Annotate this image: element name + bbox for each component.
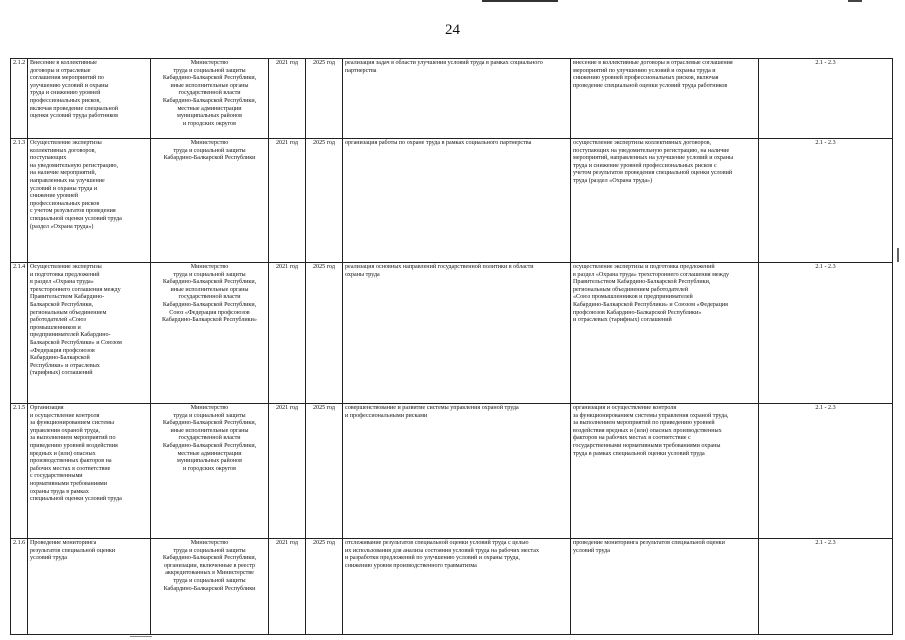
indicators-cell: 2.1 - 2.3 <box>759 263 893 404</box>
start-year-cell: 2021 год <box>269 59 306 139</box>
indicators-cell: 2.1 - 2.3 <box>759 539 893 635</box>
result-cell: реализация основных направлений государственной политики в области охраны труда <box>343 263 571 404</box>
table-row <box>11 539 893 635</box>
measure-cell: Проведение мониторинга результатов специальной оценки условий труда <box>28 539 151 635</box>
row-number: 2.1.6 <box>11 539 28 635</box>
page-number: 24 <box>445 22 460 38</box>
directions-cell: осуществление экспертизы коллективных договоров, поступающих на уведомительную регистрацию, на наличие мероприятий, направленных на улучшение условий и охраны труда и снижение уровней профессиональных рисков с учетом результатов проведения специальной оценки условий труда (раздел «Охрана труда») <box>571 139 759 263</box>
row-number: 2.1.3 <box>11 139 28 263</box>
table-row <box>11 404 893 539</box>
directions-cell: организация и осуществление контроля за функционированием системы управления охраной труда, за выполнением мероприятий по приведению уровней воздействия вредных и (или) опасных производственных факторов на рабочих местах в соответствие с государственными нормативными требованиями охраны труда в рамках специальной оценки условий труда <box>571 404 759 539</box>
end-year-cell: 2025 год <box>306 404 343 539</box>
measure-cell: Осуществление экспертизы и подготовка предложений в раздел «Охрана труда» трехстороннего соглашения между Правительством Кабардино- Балкарской Республики, региональным объединением работодателей «Союз промышленников и предпринимателей Кабардино- Балкарской Республики» и Союзом «Федерация профсоюзов Кабардино-Балкарской Республики» и отраслевых (тарифных) соглашений <box>28 263 151 404</box>
indicators-cell: 2.1 - 2.3 <box>759 139 893 263</box>
result-cell: организация работы по охране труда в рамках социального партнерства <box>343 139 571 263</box>
executor-cell: Министерство труда и социальной защиты Кабардино-Балкарской Республики <box>151 139 269 263</box>
bottom-edge-mark <box>130 636 152 637</box>
table-row <box>11 139 893 263</box>
margin-mark <box>897 248 899 262</box>
top-edge-mark-right <box>848 0 862 2</box>
executor-cell: Министерство труда и социальной защиты Кабардино-Балкарской Республики, иные исполнительные органы государственной власти Кабардино-Балкарской Республики, местные администрации муниципальных районов и городских округов <box>151 404 269 539</box>
indicators-cell: 2.1 - 2.3 <box>759 404 893 539</box>
result-cell: отслеживание результатов специальной оценки условий труда с целью их использования для анализа состояния условий труда на рабочих местах и разработки предложений по улучшению условий и охраны труда, снижению уровня производственного травматизма <box>343 539 571 635</box>
top-edge-mark <box>482 0 558 2</box>
result-cell: совершенствование и развитие системы управления охраной труда и профессиональными рисками <box>343 404 571 539</box>
executor-cell: Министерство труда и социальной защиты Кабардино-Балкарской Республики, иные исполнительные органы государственной власти Кабардино-Балкарской Республики, местные администрации муниципальных районов и городских округов <box>151 59 269 139</box>
row-number: 2.1.5 <box>11 404 28 539</box>
end-year-cell: 2025 год <box>306 59 343 139</box>
indicators-cell: 2.1 - 2.3 <box>759 59 893 139</box>
start-year-cell: 2021 год <box>269 139 306 263</box>
start-year-cell: 2021 год <box>269 539 306 635</box>
row-number: 2.1.2 <box>11 59 28 139</box>
directions-cell: внесение в коллективные договоры и отраслевые соглашения мероприятий по улучшению условий и охраны труда и снижению уровней профессиональных рисков, включая проведение специальной оценки условий труда работников <box>571 59 759 139</box>
executor-cell: Министерство труда и социальной защиты Кабардино-Балкарской Республики, иные исполнительные органы государственной власти Кабардино-Балкарской Республики, Союз «Федерация профсоюзов Кабардино-Балкарской Республики» <box>151 263 269 404</box>
measure-cell: Внесение в коллективные договоры и отраслевые соглашения мероприятий по улучшению условий и охраны труда и снижению уровней профессиональных рисков, включая проведение специальной оценки условий труда работников <box>28 59 151 139</box>
table-row <box>11 59 893 139</box>
end-year-cell: 2025 год <box>306 263 343 404</box>
table-row <box>11 263 893 404</box>
row-number: 2.1.4 <box>11 263 28 404</box>
measure-cell: Осуществление экспертизы коллективных договоров, поступающих на уведомительную регистрацию, на наличие мероприятий, направленных на улучшение условий и охраны труда и снижение уровней профессиональных рисков с учетом результатов проведения специальной оценки условий труда (раздел «Охрана труда») <box>28 139 151 263</box>
measure-cell: Организация и осуществление контроля за функционированием системы управления охраной труда, за выполнением мероприятий по приведению уровней воздействия вредных и (или) опасных производственных факторов на рабочих местах в соответствие с государственными нормативными требованиями охраны труда в рамках специальной оценки условий труда <box>28 404 151 539</box>
result-cell: реализация задач в области улучшения условий труда в рамках социального партнерства <box>343 59 571 139</box>
measures-table <box>10 58 893 635</box>
start-year-cell: 2021 год <box>269 263 306 404</box>
executor-cell: Министерство труда и социальной защиты Кабардино-Балкарской Республики, организации, включенные в реестр аккредитованных в Министерстве труда и социальной защиты Кабардино-Балкарской Республики <box>151 539 269 635</box>
start-year-cell: 2021 год <box>269 404 306 539</box>
directions-cell: осуществление экспертизы и подготовка предложений в раздел «Охрана труда» трехстороннего соглашения между Правительством Кабардино-Балкарской Республики, региональным объединением работодателей «Союз промышленников и предпринимателей Кабардино-Балкарской Республики» и Союзом «Федерация профсоюзов Кабардино-Балкарской Республики» и отраслевых (тарифных) соглашений <box>571 263 759 404</box>
end-year-cell: 2025 год <box>306 539 343 635</box>
directions-cell: проведение мониторинга результатов специальной оценки условий труда <box>571 539 759 635</box>
end-year-cell: 2025 год <box>306 139 343 263</box>
